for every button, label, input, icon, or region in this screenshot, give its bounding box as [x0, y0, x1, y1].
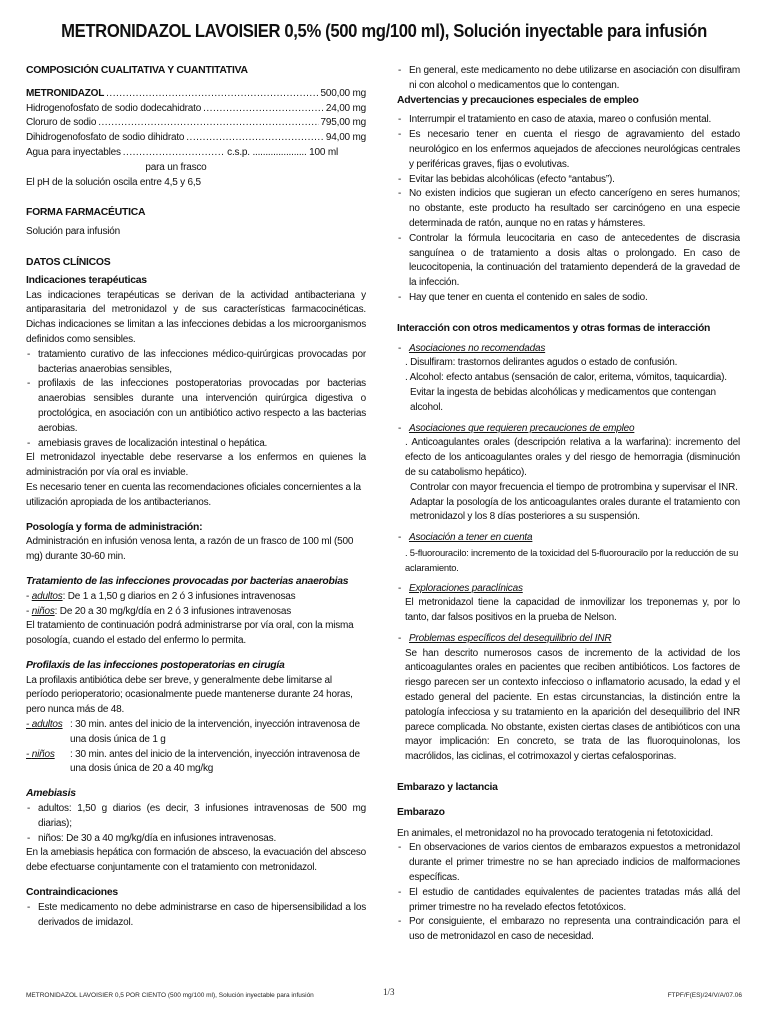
composition-row: [26, 102, 366, 117]
footer-document-code: FTPF/F(ES)/24/V/A/07.06: [667, 991, 742, 999]
list-item: - En general, este medicamento no debe utilizarse en asociación con disulfiram ni con alcohol o medicamentos que lo contengan.: [397, 64, 740, 94]
subheading-posologia: Posología y forma de administración:: [26, 521, 203, 533]
forma-text: Solución para infusión: [26, 226, 120, 238]
dose-label: niños: [31, 605, 55, 617]
paragraph: Es necesario tener en cuenta las recomendaciones oficiales concernientes a la utilización apropiada de los antibacterianos.: [26, 481, 361, 508]
list-item: - Hay que tener en cuenta el contenido en sales de sodio.: [397, 291, 740, 306]
dose-text: : De 20 a 30 mg/kg/día en 2 ó 3 infusiones intravenosas: [54, 605, 292, 617]
composition-table: [26, 87, 366, 191]
dose-text: : 30 min. antes del inicio de la intervención, inyección intravenosa de una dosis única de 1 g: [70, 719, 360, 745]
list-item: - Este medicamento no debe administrarse en caso de hipersensibilidad a los derivados de imidazol.: [26, 901, 366, 931]
list-item: - profilaxis de las infecciones postoperatorias provocadas por bacterias anaerobias sensibles durante una intervención quirúrgica digestiva o proctológica, en asociación con un antibiótico activo respecto a las bacterias aerobias.: [26, 377, 366, 436]
list-item: - Interrumpir el tratamiento en caso de ataxia, mareo o confusión mental.: [397, 113, 740, 128]
composition-row: [26, 146, 338, 161]
left-column: [26, 64, 366, 969]
dose-line: - adultos: De 1 a 1,50 g diarios en 2 ó 3 infusiones intravenosas: [26, 590, 296, 602]
dose-line: - niños: De 20 a 30 mg/kg/día en 2 ó 3 infusiones intravenosas: [26, 605, 292, 617]
right-column: [397, 64, 740, 969]
dose-label: - adultos: [26, 718, 63, 733]
list-item: - Controlar la fórmula leucocitaria en caso de antecedentes de discrasia sanguínea o de tratamiento a dosis altas o prolongado. En caso de leucocitopenia, la continuación del tratamiento dependerá de la gravedad de la infección.: [397, 232, 740, 291]
subheading-indicaciones: Indicaciones terapéuticas: [26, 274, 147, 286]
list-item: - tratamiento curativo de las infecciones médico-quirúrgicas provocadas por bacterias anaerobias sensibles,: [26, 348, 366, 378]
indicaciones-intro: Las indicaciones terapéuticas se derivan de la actividad antibacteriana y antiparasitaria del metronidazol y de sus características farmacocinéticas. Dichas indicaciones se limitan a las infecciones debidas a los microorganismos definidos como sensibles.: [26, 289, 366, 345]
subheading-anaerobias: Tratamiento de las infecciones provocadas por bacterias anaerobias: [26, 575, 349, 587]
list-item: [397, 422, 740, 437]
list-item: - niños: De 30 a 40 mg/kg/día en infusiones intravenosas.: [26, 832, 366, 847]
list-item: - No existen indicios que sugieran un efecto cancerígeno en seres humanos; no obstante, este producto ha resultado ser carcinógeno en una especie determinada de ratón, aunque no en ratas y hámsteres.: [397, 187, 740, 231]
ingredient-name: METRONIDAZOL: [26, 87, 105, 99]
paragraph: El tratamiento de continuación podrá administrarse por vía oral, con la misma posología, cuando el estado del enfermo lo permita.: [26, 620, 354, 647]
ingredient-value: 24,00 mg: [325, 102, 366, 114]
ingredient-value: 500,00 mg: [320, 87, 366, 99]
interaction-category: Problemas específicos del desequilibrio del INR: [409, 632, 612, 644]
dose-text: : De 1 a 1,50 g diarios en 2 ó 3 infusiones intravenosas: [62, 590, 296, 602]
interaction-line: . 5-fluorouracilo: incremento de la toxicidad del 5-fluorouracilo por la reducción de su aclaramiento.: [405, 546, 739, 573]
interaction-line: Se han descrito numerosos casos de incremento de la actividad de los anticoagulantes orales en pacientes que reciben antibióticos. Los factores de riesgo parecen ser un contexto infeccioso o inflamatorio acusado, la edad y el estado general del paciente. En estas circunstancias, la distinción entre la patología infecciosa y su tratamiento en la aparición del desequilibrio del INR parece complicada. No obstante, existen ciertas clases de antibióticos con una mayor implicación: En concreto, se trata de las fluoroquinolonas, los macrólidos, las ciclinas, el cotrimoxazol y ciertas cefalosporinas.: [405, 647, 740, 763]
dose-text: : 30 min. antes del inicio de la intervención, inyección intravenosa de una dosis única de 20 a 40 mg/kg: [70, 748, 360, 775]
subheading-advertencias: Advertencias y precauciones especiales de empleo: [397, 94, 639, 106]
list-item: [397, 632, 740, 647]
ingredient-name: Agua para inyectables: [26, 146, 121, 158]
subheading-amebiasis: Amebiasis: [26, 788, 76, 800]
list-item: - Por consiguiente, el embarazo no representa una contraindicación para el uso de metronidazol en caso de necesidad.: [397, 915, 740, 945]
ingredient-value: 94,00 mg: [325, 132, 366, 144]
composition-row: [26, 131, 366, 146]
list-item: - amebiasis graves de localización intestinal o hepática.: [26, 437, 366, 452]
footer-product-name: METRONIDAZOL LAVOISIER 0,5 POR CIENTO (500 mg/100 ml), Solución inyectable para infusión: [26, 991, 314, 999]
subheading-profilaxis: Profilaxis de las infecciones postoperatorias en cirugía: [26, 659, 285, 671]
list-item: [397, 582, 740, 597]
paragraph: En animales, el metronidazol no ha provocado teratogenia ni fetotoxicidad.: [397, 827, 713, 839]
ingredient-value: 795,00 mg: [320, 117, 366, 129]
composition-row: [26, 116, 366, 131]
paragraph: En la amebiasis hepática con formación de absceso, la evacuación del absceso debe efectuarse conjuntamente con el tratamiento con metronidazol.: [26, 847, 366, 874]
subheading-interaccion: Interacción con otros medicamentos y otras formas de interacción: [397, 322, 711, 334]
list-item: - Es necesario tener en cuenta el riesgo de agravamiento del estado neurológico en los enfermos aquejados de afecciones neurológicas centrales y periféricas graves, fijas o evolutivas.: [397, 128, 740, 172]
section-heading-composicion: COMPOSICIÓN CUALITATIVA Y CUANTITATIVA: [26, 65, 248, 76]
ingredient-name: Dihidrogenofosfato de sodio dihidrato: [26, 132, 185, 144]
list-item: - En observaciones de varios cientos de embarazos expuestos a metronidazol durante el primer trimestre no se han apreciado indicios de malformaciones específicas.: [397, 841, 740, 885]
subheading-contraindicaciones: Contraindicaciones: [26, 887, 118, 899]
interaction-category: Exploraciones paraclínicas: [409, 582, 523, 594]
composition-row: [26, 87, 366, 102]
interaction-category: Asociación a tener en cuenta: [409, 532, 533, 544]
page-footer: [26, 989, 742, 1001]
dose-line: [26, 748, 366, 778]
list-item: - El estudio de cantidades equivalentes de pacientes tratadas más allá del primer trimestre no ha revelado efectos fetotóxicos.: [397, 886, 740, 916]
interaction-line: . Disulfiram: trastornos delirantes agudos o estado de confusión.: [405, 357, 678, 369]
interaction-line: . Anticoagulantes orales (descripción relativa a la warfarina): incremento del efecto de los anticoagulantes orales y del riesgo de hemorragia (disminución de su catabolismo hepático).: [405, 437, 740, 478]
list-item: - Evitar las bebidas alcohólicas (efecto “antabus”).: [397, 173, 740, 188]
interaction-line: . Alcohol: efecto antabus (sensación de calor, eritema, vómitos, taquicardia).: [405, 372, 727, 384]
page-number: 1/3: [383, 987, 395, 997]
paragraph: Administración en infusión venosa lenta, a razón de un frasco de 100 ml (500 mg) durante 30-60 min.: [26, 536, 354, 563]
interaction-category: Asociaciones no recomendadas: [409, 342, 546, 354]
section-heading-forma: FORMA FARMACÉUTICA: [26, 207, 146, 219]
paragraph: La profilaxis antibiótica debe ser breve, y generalmente debe limitarse al período perioperatorio; ocasionalmente puede mantenerse durante 24 horas, pero nunca más de 48.: [26, 674, 353, 716]
ingredient-value: c.s.p. ..................... 100 ml: [227, 146, 338, 158]
interaction-line: Evitar la ingesta de bebidas alcohólicas y medicamentos que contengan alcohol.: [410, 386, 716, 413]
dose-label: - niños: [26, 748, 55, 763]
ph-note: El pH de la solución oscila entre 4,5 y 6,5: [26, 176, 201, 188]
interaction-line: Controlar con mayor frecuencia el tiempo de protrombina y supervisar el INR.: [410, 481, 738, 493]
subheading-embarazo: Embarazo: [397, 806, 445, 818]
document-title: METRONIDAZOL LAVOISIER 0,5% (500 mg/100 ml), Solución inyectable para infusión: [61, 20, 707, 41]
ingredient-name: Hidrogenofosfato de sodio dodecahidrato: [26, 102, 202, 114]
list-item: [397, 342, 740, 357]
list-item: - adultos: 1,50 g diarios (es decir, 3 infusiones intravenosas de 500 mg diarias);: [26, 802, 366, 832]
per-unit-note: para un frasco: [145, 161, 207, 173]
dose-line: [26, 718, 366, 748]
interaction-line: El metronidazol tiene la capacidad de inmovilizar los treponemas y, por lo tanto, dar falsos positivos en la prueba de Nelson.: [405, 597, 740, 624]
subheading-embarazo-lactancia: Embarazo y lactancia: [397, 782, 498, 794]
list-item: [397, 531, 740, 546]
interaction-line: Adaptar la posología de los anticoagulantes orales durante el tratamiento con metronidazol y los 8 días posteriores a su suspensión.: [410, 496, 740, 523]
ingredient-name: Cloruro de sodio: [26, 117, 97, 129]
dose-label: adultos: [31, 590, 63, 602]
paragraph: El metronidazol inyectable debe reservarse a los enfermos en quienes la administración por vía oral es inviable.: [26, 452, 366, 479]
section-heading-datos: DATOS CLÍNICOS: [26, 256, 111, 268]
interaction-category: Asociaciones que requieren precauciones de empleo: [409, 422, 635, 434]
